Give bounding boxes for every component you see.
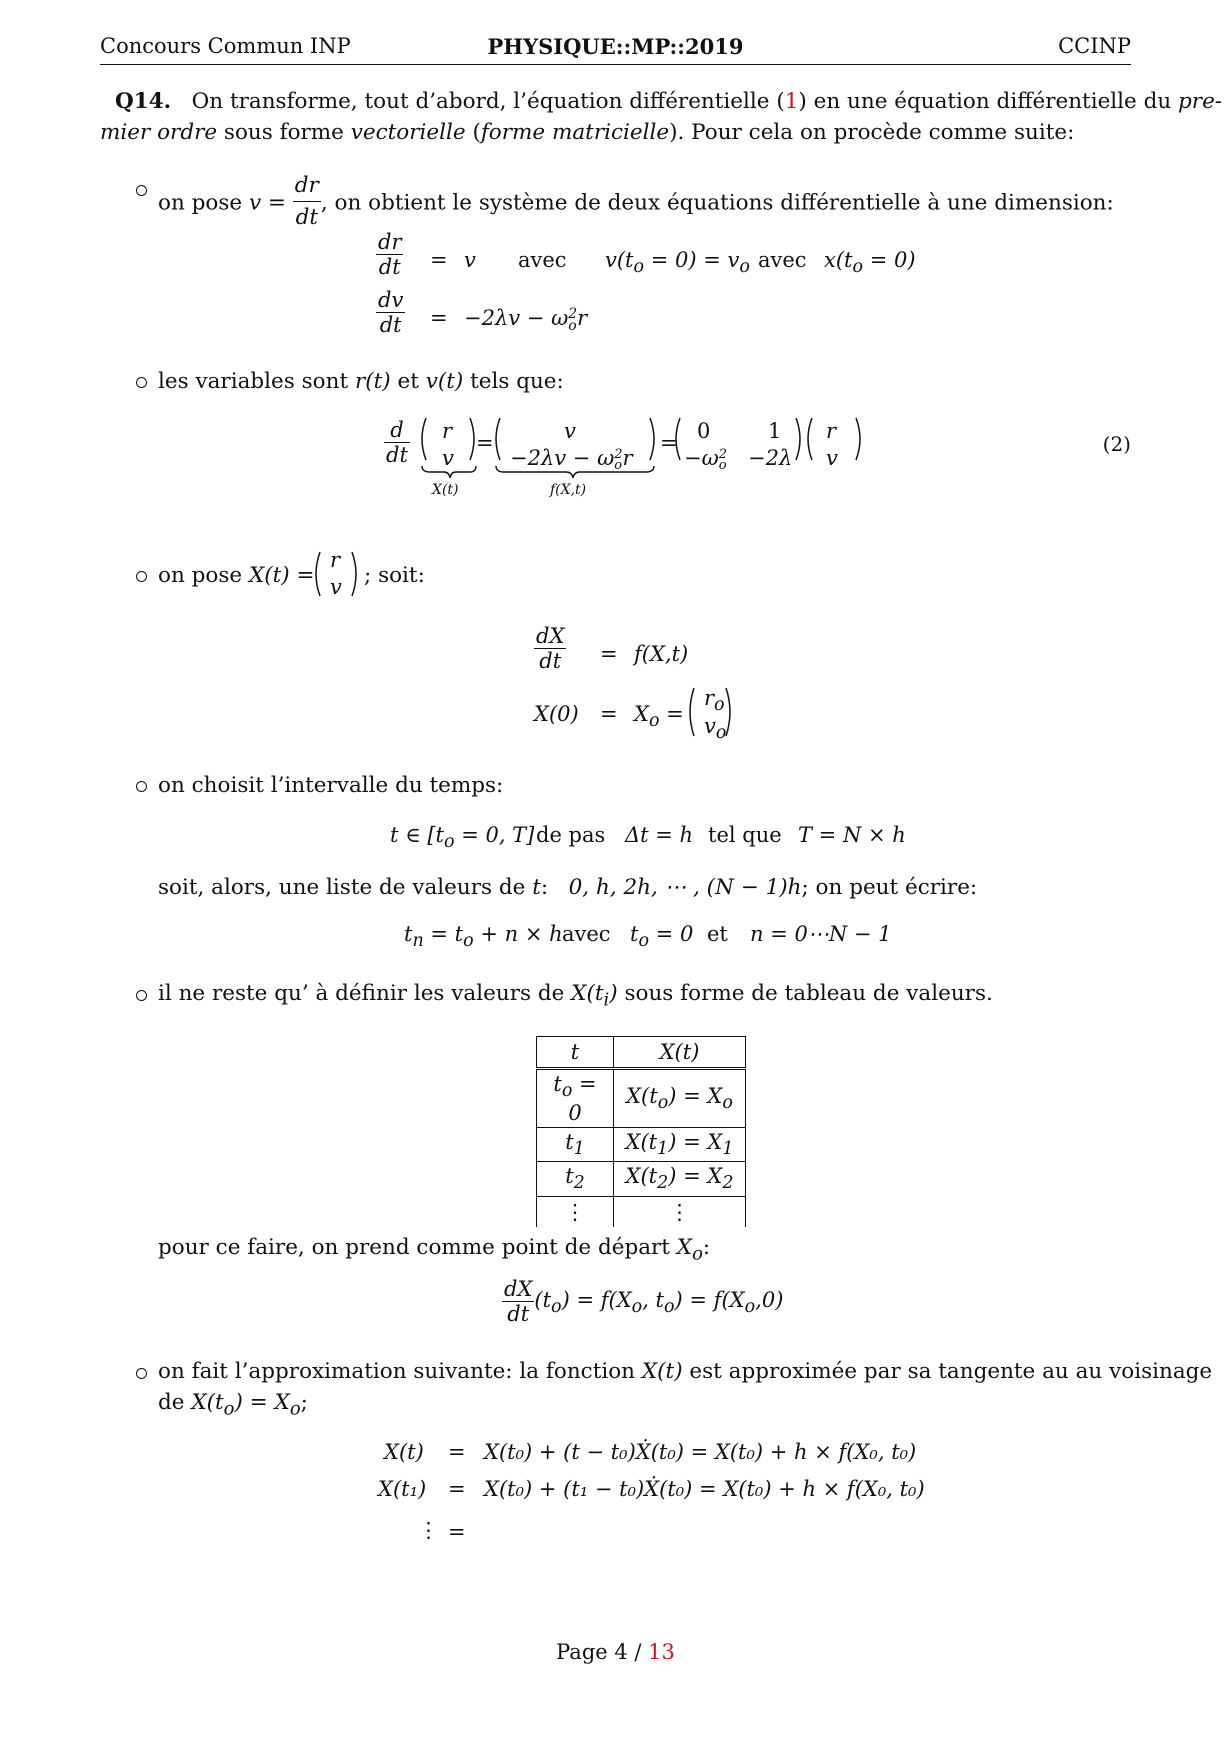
b2-r: r(t) — [354, 369, 391, 394]
interval-e: tel que — [708, 823, 782, 847]
q14-text-c: pre- — [1178, 89, 1223, 114]
sys-frac1 — [376, 230, 403, 279]
footer-page: Page 4 / — [556, 1640, 649, 1664]
x2sub: 2 — [657, 1173, 669, 1194]
start-xsub: o — [692, 1243, 703, 1265]
t0tt: = 0 — [568, 1072, 597, 1126]
sys-avec2: avec — [758, 248, 807, 272]
b2-post: tels que: — [463, 369, 564, 394]
question-label: Q14. — [115, 89, 172, 114]
eqx-r: r — [704, 686, 715, 710]
es-bsub: o — [631, 1297, 643, 1318]
c1b: o — [633, 257, 645, 278]
b6-esub: o — [289, 1398, 301, 1420]
c1a: v(t — [605, 248, 634, 272]
x0: X(t — [626, 1084, 658, 1108]
mat-v2: v — [826, 446, 838, 470]
tn-a — [404, 922, 563, 951]
b6-b: est approximée par sa tangente au au voisinage — [682, 1359, 1213, 1384]
page-footer — [100, 1640, 1131, 1664]
b6-d: X(t — [191, 1390, 224, 1415]
q14-text-f: vectorielle — [350, 120, 466, 145]
b1-eq: = — [261, 190, 293, 216]
bullet1-text — [158, 172, 1114, 235]
eqx-rsub: o — [714, 695, 725, 716]
c1c: = 0) = v — [644, 248, 740, 272]
start-line — [158, 1232, 710, 1269]
sys-den1: dt — [378, 255, 401, 279]
tn-dt: t — [630, 922, 639, 946]
mat-d: d — [384, 418, 410, 443]
b6-e: ) = X — [234, 1390, 290, 1415]
interval-f: T = N × h — [798, 823, 906, 847]
mat-dt: dt — [386, 443, 408, 467]
bullet6-line1 — [158, 1356, 1212, 1387]
table-header-x: X(t) — [614, 1037, 746, 1069]
b6-x: X(t) — [641, 1359, 683, 1384]
tn-avec: avec — [562, 922, 611, 946]
b3-post: ; soit: — [364, 563, 425, 588]
tn-c: + n × h — [473, 922, 563, 946]
b1-pre: on pose — [158, 190, 249, 216]
mm21: −ω — [684, 446, 719, 470]
es-c: , t — [642, 1288, 664, 1312]
table-cell-x — [614, 1128, 746, 1162]
mf2sup: 2 — [614, 446, 623, 462]
eqx-rhs: f(X,t) — [634, 642, 689, 666]
es-asub: o — [551, 1297, 562, 1318]
eqx-rhs2: $X_o$ = — [634, 702, 684, 732]
bullet-icon — [136, 377, 147, 388]
total-pages-link[interactable]: 13 — [648, 1640, 675, 1664]
t1: t — [565, 1130, 574, 1155]
b1-num: dr — [293, 170, 321, 202]
sys-num1: dr — [378, 230, 402, 254]
mat-m22: −2λ — [748, 446, 793, 470]
t2sub: 2 — [573, 1173, 585, 1194]
table-header-t: t — [537, 1037, 614, 1069]
mat-v: v — [442, 446, 454, 470]
page — [100, 0, 1223, 1757]
eqx-lhs2: X(0) — [534, 702, 579, 726]
eqx-den: dt — [539, 649, 562, 673]
mf2: −2λv − ω — [510, 446, 615, 470]
tn-dsub: o — [638, 931, 649, 952]
x0b: ) = X — [668, 1084, 723, 1108]
header-right: CCINP — [1058, 34, 1131, 58]
mat-m21 — [684, 446, 727, 471]
b3-pre: on pose — [158, 563, 249, 588]
b5-post: sous forme de tableau de valeurs. — [617, 981, 993, 1006]
sys-row1 — [376, 230, 403, 279]
mat-f2 — [510, 446, 633, 471]
b6-dsub: o — [223, 1398, 235, 1420]
c1d: o — [739, 257, 750, 278]
eqstart — [502, 1277, 783, 1326]
mat-frac — [384, 418, 410, 467]
t2: t — [565, 1164, 574, 1189]
b2-pre: les variables sont — [158, 369, 355, 394]
q14-text-a: On transforme, tout d’abord, l’équation différentielle ( — [191, 89, 785, 114]
c2c: = 0) — [863, 248, 916, 272]
bullet-icon — [136, 781, 147, 792]
mm21sup: 2 — [718, 446, 728, 462]
table-dots: ⋮ — [537, 1196, 614, 1227]
tn-d — [630, 922, 693, 951]
q14-text-e: sous forme — [217, 120, 351, 145]
b3-r: r — [330, 548, 341, 572]
eqx-r0 — [704, 686, 725, 715]
mat-f1: v — [564, 419, 576, 443]
tn-f: n = 0⋯N − 1 — [750, 922, 892, 946]
x0bsub: o — [722, 1093, 733, 1114]
list-c: ; on peut écrire: — [801, 875, 978, 900]
x0sub: o — [657, 1093, 669, 1114]
approx-r2: X(t₀) + (t₁ − t₀)Ẋ(t₀) = X(t₀) + h × f(X₀, t₀) — [484, 1477, 925, 1501]
mat-r2: r — [826, 419, 837, 443]
bullet6-line2 — [158, 1387, 308, 1424]
mat-eq1: = — [476, 431, 494, 455]
es-csub: o — [664, 1297, 675, 1318]
q14-line1 — [115, 86, 1222, 117]
b6-f: ; — [300, 1390, 308, 1415]
mm21sub: o — [718, 457, 727, 473]
eqx-eq2: = — [600, 702, 618, 726]
mf2sub: o — [614, 457, 623, 473]
values-table — [536, 1036, 746, 1227]
approx-l3: ⋮ — [418, 1518, 439, 1542]
b1-den: dt — [295, 205, 318, 230]
b5-x: X(t — [571, 981, 604, 1006]
x1sub: 1 — [657, 1139, 669, 1160]
list-t: t — [532, 875, 541, 900]
eqx-v: v — [704, 714, 716, 738]
bullet4-text: on choisit l’intervalle du temps: — [158, 773, 504, 798]
brace-label-x: X(t) — [432, 482, 459, 498]
list-a: soit, alors, une liste de valeurs de — [158, 875, 533, 900]
sys-cond2 — [824, 248, 916, 277]
bullet2-text — [158, 366, 564, 397]
sys-eq2: = — [430, 306, 448, 330]
table-row — [537, 1162, 746, 1196]
r2sup: 2 — [568, 305, 578, 322]
approx-eq1: = — [448, 1440, 466, 1464]
t0: t — [553, 1072, 562, 1096]
ib: = 0, T] — [454, 823, 535, 847]
bullet5-text — [158, 978, 993, 1015]
sys-rhs1: v — [464, 248, 476, 272]
table-cell-x — [614, 1069, 746, 1128]
es-a: (t — [534, 1288, 552, 1312]
ia: t ∈ [t — [390, 823, 444, 847]
eqstart-frac — [502, 1277, 534, 1326]
es-e: ,0) — [755, 1288, 784, 1312]
eqx-x0: X — [634, 702, 649, 726]
equation-ref-link[interactable]: 1 — [784, 89, 799, 114]
b2-et: et — [390, 369, 426, 394]
table-dots: ⋮ — [614, 1196, 746, 1227]
x1b: ) = X — [668, 1130, 723, 1155]
b6-c: de — [158, 1390, 192, 1415]
r2sub: o — [568, 317, 577, 334]
sys-avec1: avec — [518, 248, 567, 272]
approx-eq2: = — [448, 1477, 466, 1501]
bullet-icon — [136, 571, 147, 582]
interval-a — [390, 823, 534, 852]
eqx-fr — [534, 624, 566, 673]
eqx-x0sub: o — [648, 711, 660, 732]
header-center: PHYSIQUE::MP::2019 — [487, 34, 744, 59]
es-dsub: o — [744, 1297, 756, 1318]
es-d: ) = f(X — [674, 1288, 745, 1312]
x1: X(t — [625, 1130, 658, 1155]
table-row — [537, 1196, 746, 1227]
sys-row2 — [376, 288, 405, 337]
q14-text-b: ) en une équation différentielle du — [798, 89, 1179, 114]
b3-x: X(t) = — [248, 563, 315, 588]
bullet-icon — [136, 1368, 147, 1379]
q14-text-h: forme matricielle — [480, 120, 670, 145]
bullet3-pre — [158, 560, 315, 591]
table-cell-t — [537, 1162, 614, 1196]
c2b: o — [852, 257, 864, 278]
r2end: r — [577, 306, 588, 330]
b2-v: v(t) — [425, 369, 464, 394]
mf2end: r — [622, 446, 633, 470]
list-vals: 0, h, 2h, ⋯ , (N − 1)h — [568, 875, 802, 900]
iasub: o — [443, 832, 455, 853]
start-b: : — [702, 1235, 711, 1260]
b5-pre: il ne reste qu’ à définir les valeurs de — [158, 981, 572, 1006]
x1bsub: 1 — [722, 1139, 734, 1160]
eqx-num: dX — [536, 624, 565, 648]
r2a: −2λv − ω — [464, 306, 569, 330]
b1-post: , on obtient le système de deux équations différentielle à une dimension: — [320, 190, 1114, 216]
q14-text-d: mier ordre — [100, 120, 218, 145]
table-cell-t — [537, 1128, 614, 1162]
es-b: ) = f(X — [561, 1288, 632, 1312]
mat-m12: 1 — [768, 419, 782, 443]
table-row — [537, 1069, 746, 1128]
eqx-v0 — [704, 714, 726, 743]
brace-label-f: f(X,t) — [550, 482, 587, 498]
tn-e: = 0 — [649, 922, 694, 946]
tn-t: t — [404, 922, 413, 946]
mat-m11: 0 — [697, 419, 711, 443]
mat-eq2: = — [660, 431, 678, 455]
b1-var: v — [248, 190, 262, 216]
c2a: x(t — [824, 248, 853, 272]
tn-tsub: n — [412, 931, 424, 952]
b6-a: on fait l’approximation suivante: la fonction — [158, 1359, 642, 1384]
mat-r: r — [442, 419, 453, 443]
eqx-vsub: o — [715, 723, 727, 744]
tn-bsub: o — [463, 931, 474, 952]
q14-text-i: ). Pour cela on procède comme suite: — [669, 120, 1075, 145]
tn-et: et — [707, 922, 728, 946]
es-den: dt — [507, 1302, 530, 1326]
sys-frac2 — [376, 288, 405, 337]
page-header — [100, 30, 1131, 65]
sys-den2: dt — [379, 313, 402, 337]
eqx-frac — [534, 624, 566, 673]
b3-v: v — [330, 575, 342, 599]
start-a: pour ce faire, on prend comme point de départ — [158, 1235, 677, 1260]
b5-xsub: i — [603, 989, 610, 1011]
interval-d: Δt = h — [625, 823, 694, 847]
x2b: ) = X — [668, 1164, 723, 1189]
sys-cond1 — [605, 248, 750, 277]
approx-l2: X(t₁) — [378, 1477, 427, 1501]
approx-l1: X(t) — [384, 1440, 424, 1464]
bullet-icon — [136, 185, 147, 196]
t1sub: 1 — [573, 1139, 585, 1160]
q14-text-g: ( — [465, 120, 481, 145]
b5-x2: ) — [609, 981, 618, 1006]
list-b: : — [540, 875, 549, 900]
bullet-icon — [136, 990, 147, 1001]
sys-rhs2 — [464, 306, 587, 332]
sys-eq1: = — [430, 248, 448, 272]
list-line — [158, 872, 977, 903]
table-cell-t — [537, 1069, 614, 1128]
b1-fraction — [293, 170, 321, 233]
equation-number: (2) — [1102, 432, 1131, 456]
mat-d-frac — [384, 418, 410, 467]
tn-b: = t — [423, 922, 464, 946]
header-left: Concours Commun INP — [100, 34, 351, 58]
es-num: dX — [504, 1277, 533, 1301]
table-header-row — [537, 1037, 746, 1069]
start-x: X — [676, 1235, 693, 1260]
eqx-eq: = — [600, 642, 618, 666]
sys-num2: dv — [378, 288, 404, 312]
table-cell-x — [614, 1162, 746, 1196]
t0sub: o — [561, 1081, 573, 1102]
approx-r1: X(t₀) + (t − t₀)Ẋ(t₀) = X(t₀) + h × f(X₀, t₀) — [484, 1440, 917, 1464]
table-row — [537, 1128, 746, 1162]
interval-c: de pas — [536, 823, 606, 847]
approx-eq3: = — [448, 1520, 466, 1544]
x2bsub: 2 — [722, 1173, 734, 1194]
x2: X(t — [625, 1164, 658, 1189]
q14-line2 — [100, 117, 1074, 148]
